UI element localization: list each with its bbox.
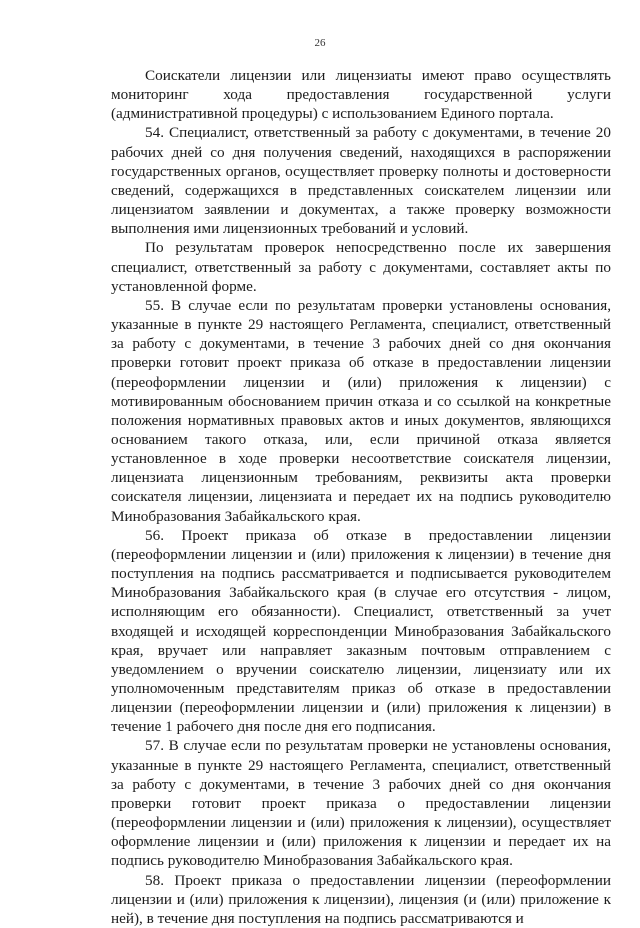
paragraph-57: 57. В случае если по результатам проверки не установлены основания, указанные в пункте 29 настоящего Регламента, специалист, ответственный за работу с документами, в течение 3 рабочих дней со дня окончания проверки готовит проект приказа о предоставлении лицензии (переоформлении лицензии и (или) приложения к лицензии), осуществляет оформление лицензии и (или) приложения к лицензии и передает их на подпись руководителю Минобразования Забайкальского края.	[111, 737, 611, 870]
paragraph-56: 56. Проект приказа об отказе в предоставлении лицензии (переоформлении лицензии и (или) приложения к лицензии) в течение дня поступления на подпись рассматривается и подписывается руководителем Минобразования Забайкальского края (в случае его отсутствия - лицом, исполняющим его обязанности). Специалист, ответственный за учет входящей и исходящей корреспонденции Минобразования Забайкальского края, вручает или направляет заказным почтовым отправлением с уведомлением о вручении соискателю лицензии, лицензиату или их уполномоченным представителям приказ об отказе в предоставлении лицензии (переоформлении лицензии и (или) приложения к лицензии) в течение 1 рабочего дня после дня его подписания.	[111, 526, 611, 736]
paragraph-portal-monitoring: Соискатели лицензии или лицензиаты имеют право осуществлять мониторинг хода предоставления государственной услуги (административной процедуры) с использованием Единого портала.	[111, 67, 611, 123]
paragraph-inspection-acts: По результатам проверок непосредственно после их завершения специалист, ответственный за работу с документами, составляет акты по установленной форме.	[111, 239, 611, 295]
document-body	[111, 66, 611, 928]
page-number: 26	[314, 37, 326, 49]
paragraph-58: 58. Проект приказа о предоставлении лицензии (переоформлении лицензии и (или) приложения к лицензии), лицензия (и (или) приложение к ней), в течение дня поступления на подпись рассматриваются и	[111, 871, 611, 927]
paragraph-54: 54. Специалист, ответственный за работу с документами, в течение 20 рабочих дней со дня получения сведений, находящихся в распоряжении государственных органов, осуществляет проверку полноты и достоверности сведений, содержащихся в представленных соискателем лицензии или лицензиатом заявлении и документах, а также проверку возможности выполнения ими лицензионных требований и условий.	[111, 124, 611, 238]
paragraph-55: 55. В случае если по результатам проверки установлены основания, указанные в пункте 29 настоящего Регламента, специалист, ответственный за работу с документами, в течение 3 рабочих дней со дня окончания проверки готовит проект приказа об отказе в предоставлении лицензии (переоформлении лицензии и (или) приложения к лицензии) с мотивированным обоснованием причин отказа и со ссылкой на конкретные положения нормативных правовых актов и иных документов, являющихся основанием такого отказа, или, если причиной отказа является установленное в ходе проверки несоответствие соискателя лицензии, лицензиата лицензионным требованиям, реквизиты акта проверки соискателя лицензии, лицензиата и передает их на подпись руководителю Минобразования Забайкальского края.	[111, 296, 611, 525]
